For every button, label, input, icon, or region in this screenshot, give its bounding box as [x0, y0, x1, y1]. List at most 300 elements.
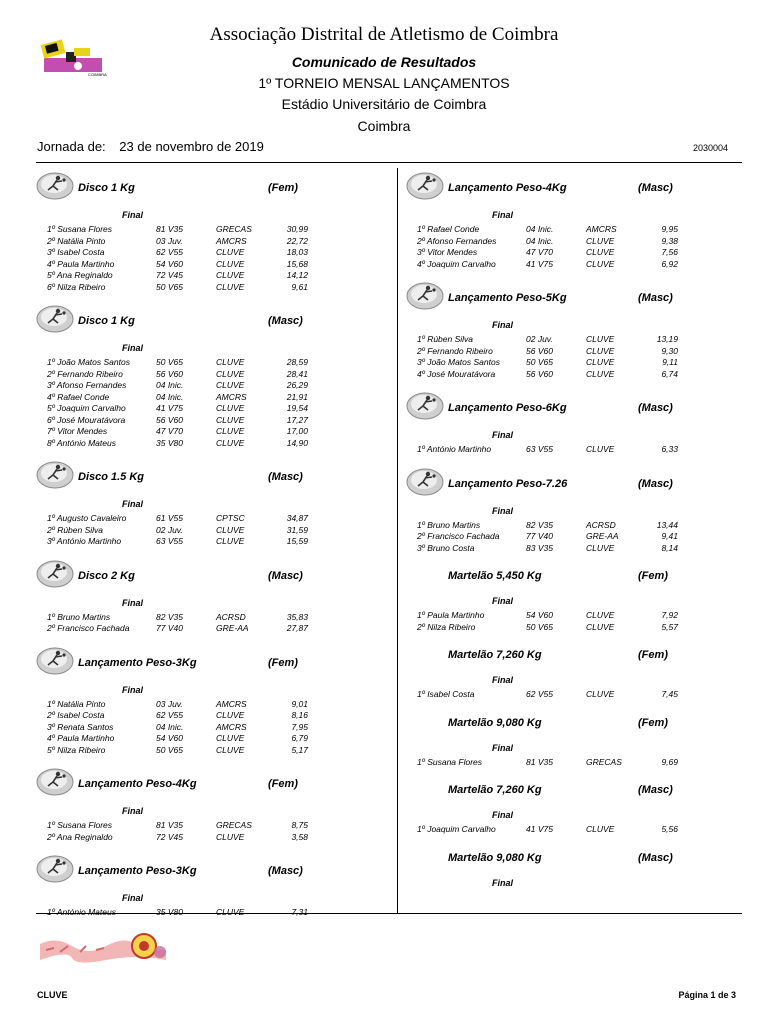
thrower-icon [36, 766, 74, 796]
result-row [36, 722, 366, 734]
athlete-place-name: 4º Rafael Conde [47, 391, 110, 402]
athlete-mark: 7,95 [291, 721, 308, 732]
athlete-mark: 19,54 [286, 403, 308, 413]
athlete-club: AMCRS [216, 391, 247, 402]
athlete-mark: 5,57 [661, 621, 678, 632]
round-label: Final [122, 343, 144, 353]
jornada-date: 23 de novembro de 2019 [119, 139, 264, 154]
athlete-club: CLUVE [586, 258, 615, 269]
athlete-club: CPTSC [216, 513, 245, 523]
athlete-year-category: 82 V35 [526, 519, 553, 530]
athlete-club: ACRSD [586, 519, 616, 530]
event-header [406, 776, 736, 806]
event-gender: (Masc) [268, 315, 303, 327]
athlete-club: CLUVE [216, 733, 245, 743]
result-row [36, 536, 366, 548]
result-row [36, 369, 366, 381]
event-header [36, 301, 366, 339]
athlete-year-category: 04 Inic. [156, 391, 184, 402]
round-label: Final [492, 877, 514, 888]
athlete-year-category: 50 V65 [156, 357, 183, 367]
event-name: Lançamento Peso-6Kg [448, 402, 567, 414]
event-name: Martelão 9,080 Kg [448, 716, 542, 729]
event-header [36, 457, 366, 495]
athlete-year-category: 35 V80 [156, 437, 183, 448]
athlete-mark: 6,92 [661, 258, 678, 269]
result-row [406, 259, 736, 271]
event-header [406, 388, 736, 426]
athlete-place-name: 1º Isabel Costa [417, 689, 475, 699]
athlete-mark: 17,00 [286, 426, 308, 436]
result-row [406, 236, 736, 248]
athlete-club: CLUVE [216, 281, 245, 292]
athlete-place-name: 2º Rúben Silva [47, 524, 104, 535]
round-label: Final [122, 210, 144, 220]
result-row [36, 247, 366, 259]
athlete-year-category: 81 V35 [156, 820, 183, 830]
athlete-mark: 28,59 [286, 357, 308, 367]
athlete-mark: 17,27 [286, 414, 308, 425]
result-row [406, 346, 736, 358]
athlete-year-category: 35 V80 [156, 907, 183, 917]
athlete-mark: 7,92 [661, 610, 678, 620]
athlete-mark: 15,68 [286, 258, 308, 269]
athlete-mark: 26,29 [286, 380, 308, 390]
result-row [36, 357, 366, 369]
athlete-club: CLUVE [586, 334, 615, 344]
result-row [36, 236, 366, 248]
athlete-mark: 30,99 [286, 224, 308, 234]
athlete-mark: 14,90 [286, 437, 308, 448]
athlete-year-category: 72 V45 [156, 831, 183, 842]
athlete-year-category: 03 Juv. [156, 235, 183, 246]
event-name: Lançamento Peso-4Kg [78, 778, 197, 790]
athlete-place-name: 1º António Martinho [417, 444, 492, 454]
athlete-place-name: 2º Ana Reginaldo [47, 831, 113, 842]
athlete-place-name: 5º Joaquim Carvalho [47, 403, 126, 413]
athlete-mark: 7,45 [661, 689, 678, 699]
athlete-club: CLUVE [216, 368, 245, 379]
event-name: Lançamento Peso-3Kg [78, 656, 197, 669]
athlete-year-category: 50 V65 [156, 744, 183, 755]
athlete-mark: 27,87 [286, 623, 308, 633]
athlete-place-name: 8º António Mateus [47, 437, 116, 448]
athlete-year-category: 04 Inic. [526, 235, 554, 246]
athlete-place-name: 4º Paula Martinho [47, 733, 115, 743]
competition-name: 1º TORNEIO MENSAL LANÇAMENTOS [258, 75, 510, 91]
result-row [406, 543, 736, 555]
athlete-mark: 15,59 [286, 536, 308, 546]
organization-title: Associação Distrital de Atletismo de Coimbra [209, 24, 559, 45]
athlete-year-category: 63 V55 [526, 444, 553, 454]
athlete-club: CLUVE [586, 621, 615, 632]
athlete-club: CLUVE [586, 235, 615, 246]
athlete-club: CLUVE [216, 270, 245, 280]
svg-text:COIMBRA: COIMBRA [88, 72, 107, 77]
athlete-mark: 5,56 [661, 824, 678, 834]
result-row [36, 699, 366, 711]
athlete-place-name: 4º Joaquim Carvalho [417, 258, 496, 269]
athlete-club: CLUVE [586, 444, 615, 454]
round-label: Final [492, 210, 514, 220]
result-row [406, 757, 736, 769]
athlete-place-name: 1º João Matos Santos [47, 357, 130, 367]
thrower-icon [36, 170, 74, 200]
athlete-year-category: 83 V35 [526, 542, 553, 553]
athlete-mark: 9,38 [661, 235, 678, 246]
athlete-year-category: 81 V35 [526, 756, 553, 767]
club-logo [36, 922, 176, 974]
thrower-icon [36, 853, 74, 883]
athlete-club: CLUVE [586, 689, 615, 699]
athlete-place-name: 1º Rafael Conde [417, 224, 480, 234]
athlete-club: CLUVE [586, 824, 615, 834]
result-row [406, 520, 736, 532]
athlete-place-name: 1º Susana Flores [417, 756, 482, 767]
event-header [406, 562, 736, 592]
athlete-place-name: 1º Bruno Martins [417, 519, 481, 530]
athlete-place-name: 1º Joaquim Carvalho [417, 824, 496, 834]
round-label: Final [492, 505, 514, 516]
event-name: Disco 1.5 Kg [78, 471, 145, 483]
round-label: Final [492, 596, 514, 606]
venue-name: Estádio Universitário de Coimbra [281, 96, 487, 112]
round-label: Final [122, 684, 144, 695]
athlete-club: CLUVE [216, 831, 245, 842]
result-row [36, 907, 366, 919]
result-row [36, 623, 366, 635]
athlete-place-name: 1º Paula Martinho [417, 610, 485, 620]
athlete-club: CLUVE [216, 258, 245, 269]
athlete-club: AMCRS [216, 235, 247, 246]
round-label: Final [492, 810, 514, 820]
document-subtitle: Comunicado de Resultados [291, 54, 477, 70]
result-row [36, 513, 366, 525]
event-gender: (Fem) [268, 778, 298, 790]
athlete-mark: 13,19 [656, 334, 678, 344]
athlete-mark: 5,17 [291, 744, 308, 755]
event-name: Martelão 7,260 Kg [448, 784, 542, 796]
result-row [406, 622, 736, 634]
athlete-year-category: 54 V60 [156, 258, 183, 269]
jornada-label: Jornada de: [37, 139, 106, 154]
athlete-year-category: 54 V60 [526, 610, 553, 620]
result-row [406, 824, 736, 836]
athlete-place-name: 3º Isabel Costa [47, 247, 105, 257]
athlete-mark: 9,69 [661, 756, 678, 767]
event-gender: (Masc) [268, 865, 303, 877]
result-row [36, 403, 366, 415]
athlete-year-category: 50 V65 [156, 281, 183, 292]
event-header [406, 844, 736, 874]
athlete-place-name: 6º José Mouratávora [47, 414, 126, 425]
result-row [406, 689, 736, 701]
event-header [406, 709, 736, 739]
athlete-year-category: 56 V60 [526, 368, 553, 379]
athlete-club: CLUVE [586, 345, 615, 356]
athlete-place-name: 3º Bruno Costa [417, 542, 475, 553]
event-header [406, 278, 736, 316]
event-name: Martelão 9,080 Kg [448, 851, 542, 864]
athlete-place-name: 1º Susana Flores [47, 224, 112, 234]
event-name: Lançamento Peso-4Kg [448, 182, 567, 194]
athlete-mark: 7,31 [291, 907, 308, 917]
thrower-icon [36, 303, 74, 333]
document-code: 2030004 [692, 143, 728, 153]
athlete-club: AMCRS [216, 698, 247, 709]
event-gender: (Masc) [638, 477, 673, 490]
athlete-year-category: 41 V75 [526, 258, 553, 269]
athlete-mark: 6,33 [661, 444, 678, 454]
athlete-place-name: 2º Francisco Fachada [47, 623, 130, 633]
event-gender: (Fem) [268, 182, 298, 194]
event-gender: (Fem) [268, 656, 298, 669]
athlete-year-category: 61 V55 [156, 513, 183, 523]
athlete-year-category: 62 V55 [526, 689, 553, 699]
athlete-mark: 9,41 [661, 531, 678, 541]
athlete-place-name: 4º Paula Martinho [47, 258, 115, 269]
athlete-club: AMCRS [216, 721, 247, 732]
event-gender: (Fem) [638, 649, 668, 661]
event-gender: (Masc) [638, 402, 673, 414]
event-header [406, 464, 736, 502]
athlete-year-category: 47 V70 [526, 247, 553, 257]
event-gender: (Masc) [268, 569, 303, 582]
athlete-mark: 31,59 [286, 524, 308, 535]
athlete-mark: 6,74 [661, 368, 678, 379]
athlete-mark: 28,41 [286, 368, 308, 379]
round-label: Final [492, 320, 514, 330]
left-results-column [36, 168, 366, 927]
event-header [406, 168, 736, 206]
athlete-year-category: 04 Inic. [526, 224, 554, 234]
athlete-mark: 18,03 [286, 247, 308, 257]
athlete-club: CLUVE [586, 542, 615, 553]
athlete-year-category: 04 Inic. [156, 380, 184, 390]
athlete-place-name: 1º Rúben Silva [417, 334, 474, 344]
athlete-mark: 34,87 [286, 513, 308, 523]
result-row [36, 438, 366, 450]
event-name: Lançamento Peso-5Kg [448, 292, 567, 304]
athlete-club: CLUVE [216, 710, 245, 720]
jornada-line [37, 139, 264, 154]
event-header [406, 641, 736, 671]
page-number: Página 1 de 3 [678, 990, 736, 1000]
athlete-place-name: 7º Vitor Mendes [47, 426, 108, 436]
athlete-place-name: 3º António Martinho [47, 536, 122, 546]
athlete-place-name: 4º José Mouratávora [417, 368, 496, 379]
athlete-club: CLUVE [216, 907, 245, 917]
athlete-place-name: 1º Bruno Martins [47, 611, 111, 622]
athlete-year-category: 41 V75 [156, 403, 183, 413]
event-header [36, 643, 366, 681]
round-label: Final [122, 806, 144, 816]
athlete-place-name: 2º Francisco Fachada [417, 531, 500, 541]
athlete-year-category: 72 V45 [156, 270, 183, 280]
result-row [36, 832, 366, 844]
athlete-club: GRE-AA [586, 531, 619, 541]
athlete-mark: 8,14 [661, 542, 678, 553]
result-row [36, 270, 366, 282]
athlete-mark: 14,12 [286, 270, 308, 280]
athlete-place-name: 3º Afonso Fernandes [47, 380, 127, 390]
athlete-place-name: 1º António Mateus [47, 907, 116, 917]
result-row [36, 282, 366, 294]
thrower-icon [36, 645, 74, 675]
city-name: Coimbra [357, 118, 411, 134]
event-gender: (Masc) [268, 471, 303, 483]
result-row [406, 334, 736, 346]
athlete-mark: 3,58 [291, 831, 308, 842]
round-label: Final [492, 675, 514, 685]
athlete-club: CLUVE [216, 426, 245, 436]
event-name: Disco 2 Kg [78, 569, 135, 582]
event-header [36, 851, 366, 889]
header-divider [36, 162, 742, 163]
event-gender: (Masc) [638, 292, 673, 304]
event-gender: (Masc) [638, 851, 673, 864]
athlete-year-category: 82 V35 [156, 611, 183, 622]
result-row [36, 380, 366, 392]
athlete-place-name: 2º Natália Pinto [47, 235, 106, 246]
athlete-club: CLUVE [586, 247, 615, 257]
result-row [406, 444, 736, 456]
athlete-club: CLUVE [216, 403, 245, 413]
athlete-place-name: 1º Susana Flores [47, 820, 112, 830]
athlete-year-category: 62 V55 [156, 247, 183, 257]
column-divider [397, 168, 398, 913]
result-row [36, 415, 366, 427]
result-row [36, 820, 366, 832]
event-header [36, 556, 366, 594]
athlete-mark: 22,72 [286, 235, 308, 246]
thrower-icon [36, 459, 74, 489]
athlete-club: GRECAS [216, 224, 252, 234]
athlete-place-name: 2º Fernando Ribeiro [417, 345, 493, 356]
athlete-club: AMCRS [586, 224, 617, 234]
athlete-club: CLUVE [216, 380, 245, 390]
athlete-mark: 7,56 [661, 247, 678, 257]
athlete-year-category: 50 V65 [526, 357, 553, 367]
athlete-place-name: 1º Augusto Cavaleiro [47, 513, 127, 523]
result-row [36, 525, 366, 537]
athlete-club: CLUVE [216, 437, 245, 448]
result-row [406, 531, 736, 543]
athlete-year-category: 77 V40 [156, 623, 183, 633]
athlete-year-category: 03 Juv. [156, 698, 183, 709]
athlete-mark: 8,75 [291, 820, 308, 830]
athlete-year-category: 41 V75 [526, 824, 553, 834]
round-label: Final [492, 430, 514, 440]
athlete-club: CLUVE [216, 247, 245, 257]
thrower-icon [406, 280, 444, 310]
athlete-club: CLUVE [586, 368, 615, 379]
event-gender: (Fem) [638, 570, 668, 582]
event-name: Martelão 5,450 Kg [448, 570, 542, 582]
event-header [36, 168, 366, 206]
athlete-year-category: 02 Juv. [156, 524, 183, 535]
event-header [36, 764, 366, 802]
athlete-club: CLUVE [586, 357, 615, 367]
athlete-club: CLUVE [586, 610, 615, 620]
event-name: Disco 1 Kg [78, 315, 135, 327]
athlete-year-category: 56 V60 [526, 345, 553, 356]
round-label: Final [122, 893, 144, 903]
round-label: Final [492, 742, 514, 753]
athlete-year-category: 47 V70 [156, 426, 183, 436]
athlete-year-category: 02 Juv. [526, 334, 553, 344]
athlete-mark: 35,83 [286, 611, 308, 622]
athlete-place-name: 3º Vitor Mendes [417, 247, 478, 257]
athlete-place-name: 2º Isabel Costa [47, 710, 105, 720]
right-results-column [406, 168, 736, 900]
thrower-icon [406, 170, 444, 200]
athlete-place-name: 3º João Matos Santos [417, 357, 500, 367]
result-row [406, 357, 736, 369]
athlete-year-category: 62 V55 [156, 710, 183, 720]
athlete-place-name: 5º Nilza Ribeiro [47, 744, 106, 755]
athlete-mark: 13,44 [656, 519, 678, 530]
athlete-year-category: 77 V40 [526, 531, 553, 541]
athlete-mark: 9,11 [662, 357, 678, 367]
thrower-icon [36, 558, 74, 588]
athlete-club: GRECAS [216, 820, 252, 830]
athlete-place-name: 2º Fernando Ribeiro [47, 368, 123, 379]
round-label: Final [122, 499, 144, 509]
result-row [36, 392, 366, 404]
athlete-place-name: 6º Nilza Ribeiro [47, 281, 106, 292]
result-row [406, 610, 736, 622]
event-name: Lançamento Peso-3Kg [78, 865, 197, 877]
athlete-place-name: 3º Renata Santos [47, 721, 114, 732]
athlete-club: GRECAS [586, 756, 622, 767]
athlete-year-category: 63 V55 [156, 536, 183, 546]
thrower-icon [406, 466, 444, 496]
athlete-place-name: 2º Nilza Ribeiro [417, 621, 476, 632]
result-row [406, 247, 736, 259]
event-name: Martelão 7,260 Kg [448, 649, 542, 661]
athlete-year-category: 04 Inic. [156, 721, 184, 732]
athlete-mark: 9,30 [661, 345, 678, 356]
result-row [36, 224, 366, 236]
round-label: Final [122, 597, 144, 608]
athlete-place-name: 2º Afonso Fernandes [417, 235, 497, 246]
result-row [36, 733, 366, 745]
athlete-year-category: 56 V60 [156, 414, 183, 425]
footer-club: CLUVE [37, 990, 68, 1000]
athlete-club: CLUVE [216, 357, 245, 367]
result-row [406, 369, 736, 381]
athlete-mark: 6,79 [291, 733, 308, 743]
athlete-place-name: 1º Natália Pinto [47, 698, 106, 709]
athlete-mark: 21,91 [286, 391, 308, 402]
result-row [36, 745, 366, 757]
athlete-club: CLUVE [216, 536, 245, 546]
event-gender: (Fem) [638, 716, 668, 729]
event-gender: (Masc) [638, 182, 673, 194]
thrower-icon [406, 390, 444, 420]
athlete-club: CLUVE [216, 524, 245, 535]
athlete-club: ACRSD [216, 611, 246, 622]
athlete-mark: 9,01 [291, 698, 308, 709]
result-row [36, 426, 366, 438]
athlete-mark: 9,95 [661, 224, 678, 234]
athlete-mark: 9,61 [291, 281, 308, 292]
athlete-mark: 8,16 [291, 710, 308, 720]
athlete-club: CLUVE [216, 414, 245, 425]
athlete-year-category: 50 V65 [526, 621, 553, 632]
athlete-club: GRE-AA [216, 623, 249, 633]
